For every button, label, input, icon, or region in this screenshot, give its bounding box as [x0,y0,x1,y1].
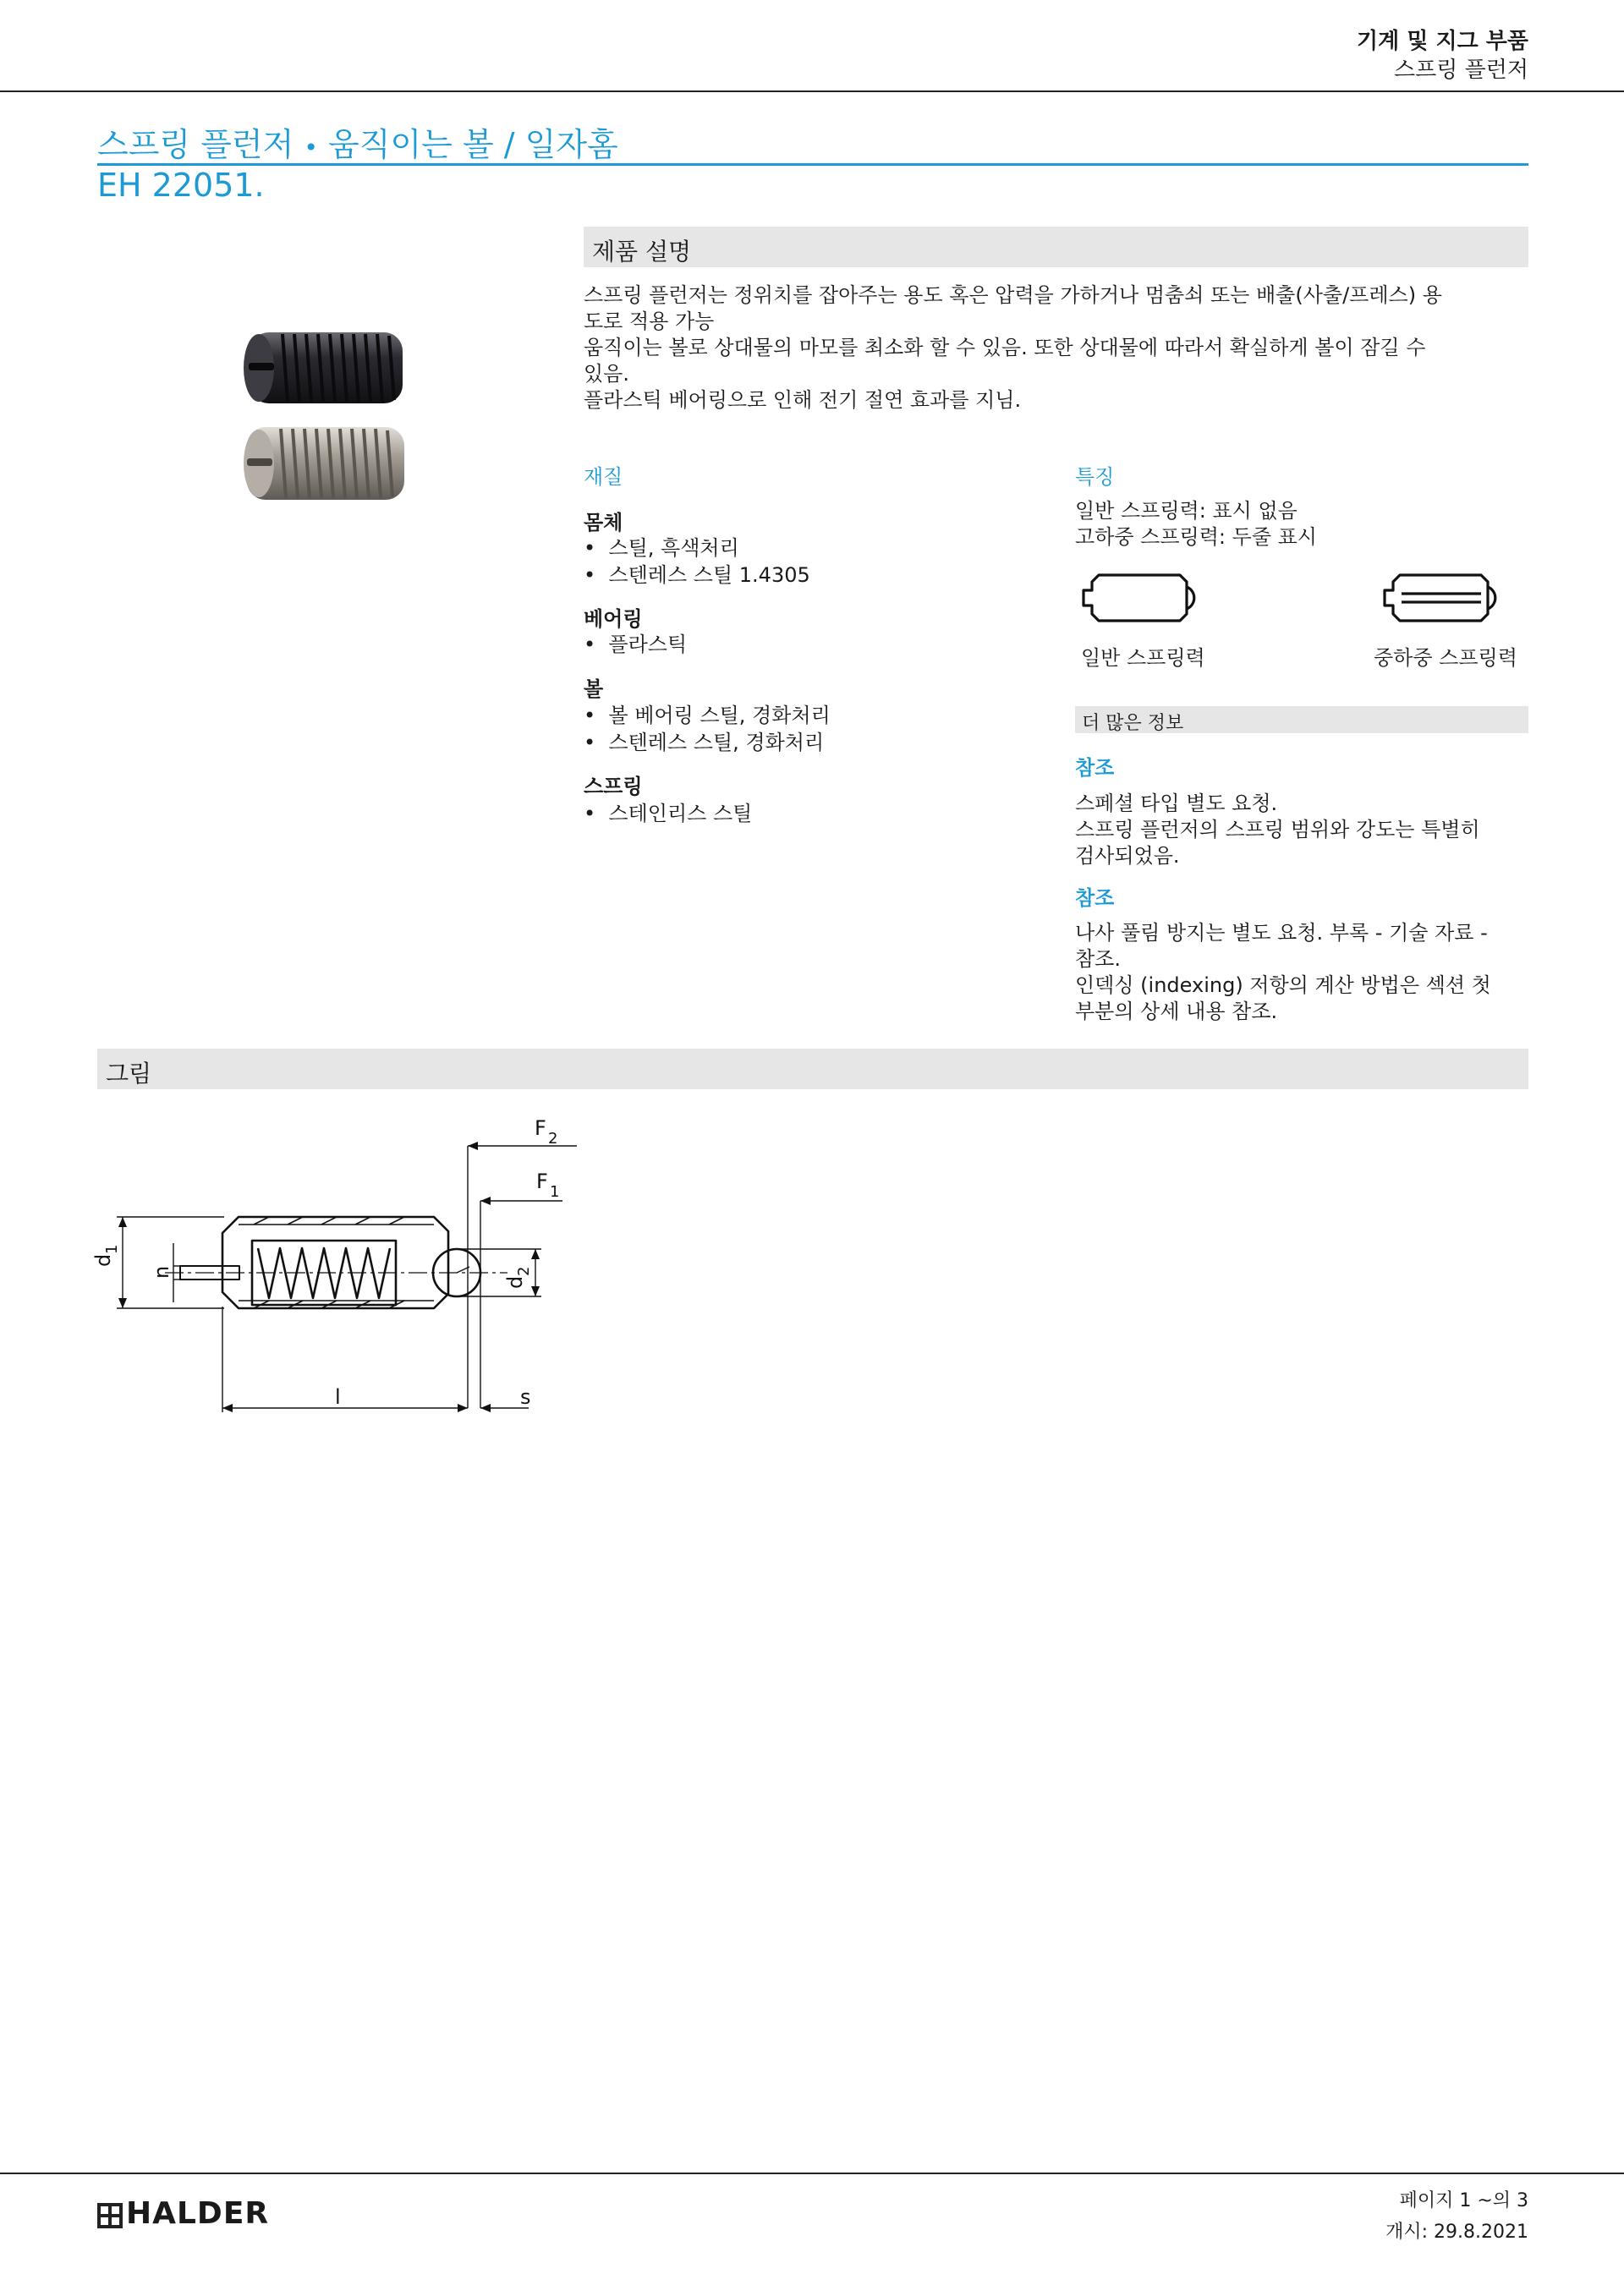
note-line: 부분의 상세 내용 참조. [1075,1000,1278,1023]
normal-spring-icon [1080,568,1209,627]
steel-plunger [244,427,404,500]
list-item: • 스테인리스 스틸 [584,802,753,825]
description-heading: 제품 설명 [592,238,692,266]
features-line: 고하중 스프링력: 두줄 표시 [1075,525,1317,549]
header-divider [0,90,1624,92]
title-main: 스프링 플런저 [97,126,294,163]
features-heading: 특징 [1075,465,1115,489]
title-underline [97,163,1528,166]
label-d2: d [503,1275,527,1289]
halder-logo-icon [97,2203,123,2228]
heavy-spring-label: 중하중 스프링력 [1374,646,1517,670]
material-heading: 재질 [584,465,623,489]
description-line: 도로 적용 가능 [584,310,715,333]
features-line: 일반 스프링력: 표시 없음 [1075,499,1298,523]
description-line: 움직이는 볼로 상대물의 마모를 최소화 할 수 있음. 또한 상대물에 따라서 확실하게 볼이 잠길 수 [584,336,1426,359]
heavy-spring-icon [1381,568,1510,627]
list-item: • 스텐레스 스틸, 경화처리 [584,731,825,754]
note-line: 검사되었음. [1075,844,1180,868]
description-line: 있음. [584,362,629,386]
label-s: s [520,1385,531,1409]
list-item: • 스텐레스 스틸 1.4305 [584,563,810,587]
list-item: • 볼 베어링 스틸, 경화처리 [584,704,831,727]
note-line: 인덱싱 (indexing) 저항의 계산 방법은 섹션 첫 [1075,973,1491,997]
material-group-body: 몸체 [584,511,623,534]
list-item: • 스틸, 흑색처리 [584,536,739,560]
figure-heading: 그림 [106,1060,152,1088]
label-d2-sub: 2 [515,1266,533,1276]
title-variant: 움직이는 볼 / 일자홈 [328,126,618,163]
more-info-heading: 더 많은 정보 [1082,713,1184,734]
material-group-spring: 스프링 [584,775,643,798]
page-number: 페이지 1 ~의 3 [1399,2190,1528,2211]
label-f2-sub: 2 [548,1130,558,1148]
page-title [97,118,618,165]
header-category: 기계 및 지그 부품 [1357,29,1528,54]
note-line: 나사 풀림 방지는 별도 요청. 부록 - 기술 자료 - [1075,921,1488,945]
note-line: 참조. [1075,947,1121,971]
label-l: l [335,1385,341,1409]
product-photo [237,326,423,529]
description-line: 스프링 플런저는 정위치를 잡아주는 용도 혹은 압력을 가하거나 멈춤쇠 또는 배출(사출/프레스) 용 [584,283,1442,307]
logo-text: HALDER [126,2196,270,2231]
label-f2: F [535,1116,546,1140]
description-line: 플라스틱 베어링으로 인해 전기 절연 효과를 지님. [584,388,1022,412]
figure-heading-bar [97,1049,1528,1089]
label-f1: F [536,1170,548,1193]
note-title: 참조 [1075,886,1115,910]
footer-divider [0,2173,1624,2174]
normal-spring-label: 일반 스프링력 [1081,646,1205,670]
description-heading-bar [584,227,1528,267]
more-info-bar [1075,706,1528,733]
list-item: • 플라스틱 [584,633,688,656]
title-separator: • [304,134,318,162]
technical-drawing [85,1099,592,1429]
header-subcategory: 스프링 플런저 [1394,58,1528,83]
label-d1-sub: 1 [103,1244,121,1254]
material-group-ball: 볼 [584,677,604,701]
label-f1-sub: 1 [550,1183,560,1201]
black-plunger [244,332,403,403]
note-title: 참조 [1075,756,1115,780]
description-text [584,282,1522,414]
material-group-bearing: 베어링 [584,607,643,631]
publish-date: 개시: 29.8.2021 [1385,2222,1528,2243]
product-code: EH 22051. [97,167,265,204]
label-n: n [150,1265,173,1279]
note-line: 스프링 플런저의 스프링 범위와 강도는 특별히 [1075,818,1480,841]
label-d1: d [91,1253,115,1267]
note-line: 스페셜 타입 별도 요청. [1075,792,1278,815]
